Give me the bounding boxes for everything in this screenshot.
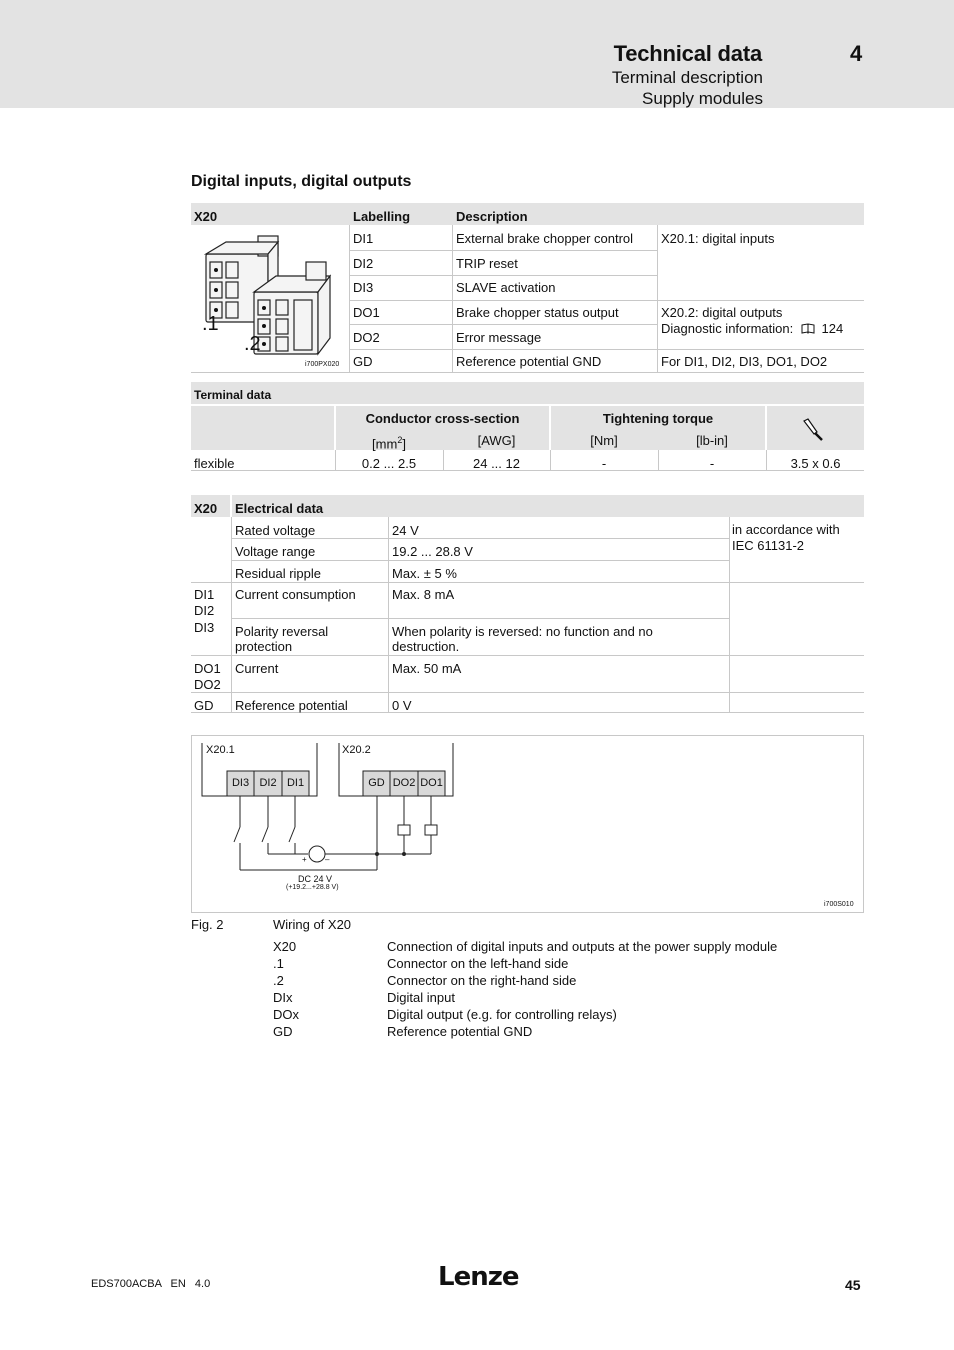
voltage-range-label: Voltage range (235, 544, 316, 559)
legend-key: DIx (273, 990, 293, 1005)
electrical-title: Electrical data (235, 501, 324, 516)
header-band (0, 0, 954, 108)
chapter-number: 4 (850, 41, 863, 66)
torque-header: Tightening torque (602, 411, 714, 426)
note-outputs-2 (658, 318, 846, 339)
terminal-di3: DI3 (231, 777, 250, 789)
unit-nm: [Nm] (590, 433, 618, 448)
row-divider (191, 372, 864, 373)
standard-line-1: in accordance with (732, 522, 840, 537)
labelling-cell: DI3 (353, 280, 374, 295)
terminal-do1: DO1 (420, 777, 443, 789)
do2-label: DO2 (194, 677, 221, 692)
connector-label-1: .1 (202, 313, 219, 335)
di3-label: DI3 (194, 620, 215, 635)
current-label: Current (235, 661, 279, 676)
book-icon (801, 323, 815, 334)
source-plus: + (302, 855, 307, 864)
awg-value: 24 ... 12 (473, 456, 520, 471)
legend-text: Digital input (387, 990, 455, 1005)
legend-text: Connector on the right-hand side (387, 973, 577, 988)
reference-label: Reference potential (235, 698, 348, 713)
electrical-x20-header: X20 (194, 501, 218, 516)
lenze-logo: Lenze (438, 1262, 519, 1292)
terminal-gd: GD (368, 777, 385, 789)
lbin-value: - (709, 456, 715, 471)
page-title: Technical data (613, 41, 762, 66)
note-inputs: X20.1: digital inputs (661, 231, 775, 246)
connector-label-2: .2 (244, 333, 261, 355)
rated-voltage-value: 24 V (392, 523, 419, 538)
legend-text: Connection of digital inputs and outputs at the power supply module (387, 939, 778, 954)
screwdriver-icon (801, 418, 825, 442)
legend-key: DOx (273, 1007, 299, 1022)
legend-text: Connector on the left-hand side (387, 956, 569, 971)
page-subtitle-1: Terminal description (611, 68, 763, 87)
note-outputs-page: 124 (821, 321, 844, 336)
row-divider (350, 250, 658, 251)
row-divider (350, 300, 864, 301)
note-outputs-1: X20.2: digital outputs (661, 305, 783, 320)
labelling-cell: DI2 (353, 256, 374, 271)
current-consumption-label: Current consumption (235, 587, 356, 602)
legend-key: X20 (273, 939, 297, 954)
screwdriver-value: 3.5 x 0.6 (790, 456, 841, 471)
document-id: EDS700ACBA EN 4.0 (91, 1278, 211, 1290)
section-heading: Digital inputs, digital outputs (191, 173, 412, 190)
connector-photo (196, 230, 346, 372)
do1-label: DO1 (194, 661, 221, 676)
x20-col-header: X20 (194, 209, 218, 224)
polarity-label-1: Polarity reversal (235, 624, 329, 639)
di2-label: DI2 (194, 603, 215, 618)
terminal-data-title: Terminal data (194, 388, 272, 402)
row-divider (350, 275, 658, 276)
photo-code: i700PX020 (305, 361, 340, 368)
di1-label: DI1 (194, 587, 215, 602)
polarity-label-2: protection (235, 639, 293, 654)
description-cell: SLAVE activation (456, 280, 556, 295)
description-cell: External brake chopper control (456, 231, 634, 246)
flexible-label: flexible (194, 456, 235, 471)
source-range: (+19.2...+28.8 V) (286, 884, 339, 891)
rated-voltage-label: Rated voltage (235, 523, 316, 538)
voltage-range-value: 19.2 ... 28.8 V (392, 544, 473, 559)
row-divider (232, 618, 729, 619)
ripple-label: Residual ripple (235, 566, 321, 581)
current-value: Max. 50 mA (392, 661, 462, 676)
x202-label: X20.2 (342, 744, 371, 756)
terminal-blank-header (191, 406, 334, 450)
legend-text: Reference potential GND (387, 1024, 533, 1039)
page-number: 45 (845, 1277, 861, 1293)
mm2-value: 0.2 ... 2.5 (361, 456, 417, 471)
row-divider (350, 349, 864, 350)
labelling-cell: DO2 (353, 330, 380, 345)
standard-line-2: IEC 61131-2 (732, 538, 805, 553)
electrical-title-band (232, 495, 864, 517)
source-minus: – (325, 855, 330, 864)
terminal-di1: DI1 (286, 777, 305, 789)
source-voltage: DC 24 V (298, 874, 333, 884)
description-cell: Brake chopper status output (456, 305, 619, 320)
legend-key: GD (273, 1024, 293, 1039)
terminal-do2: DO2 (392, 777, 416, 789)
gd-label: GD (194, 698, 214, 713)
labelling-col-header: Labelling (353, 209, 411, 224)
row-divider (350, 324, 658, 325)
unit-lbin: [lb-in] (696, 433, 728, 448)
page-subtitle-2: Supply modules (642, 89, 763, 108)
nm-value: - (601, 456, 607, 471)
legend-key: .1 (273, 956, 284, 971)
wiring-code: i700S010 (824, 901, 854, 908)
labelling-cell: GD (353, 354, 373, 369)
labelling-cell: DO1 (353, 305, 380, 320)
row-divider (191, 692, 864, 693)
unit-awg: [AWG] (477, 433, 516, 448)
description-cell: TRIP reset (456, 256, 518, 271)
reference-value: 0 V (392, 698, 412, 713)
ripple-value: Max. ± 5 % (392, 566, 457, 581)
description-cell: Error message (456, 330, 542, 345)
conductor-header: Conductor cross-section (365, 411, 520, 426)
labelling-cell: DI1 (353, 231, 374, 246)
legend-text: Digital output (e.g. for controlling relays) (387, 1007, 617, 1022)
unit-mm2: $[mm^2]$ (372, 435, 406, 452)
x201-label: X20.1 (206, 744, 235, 756)
description-col-header: Description (456, 209, 528, 224)
figure-number: Fig. 2 (191, 917, 224, 932)
terminal-di2: DI2 (259, 777, 277, 789)
description-cell: Reference potential GND (456, 354, 602, 369)
terminal-data-header-band (191, 382, 864, 404)
legend-key: .2 (273, 973, 284, 988)
polarity-value-2: destruction. (392, 639, 460, 654)
figure-caption: Wiring of X20 (273, 917, 352, 932)
polarity-value-1: When polarity is reversed: no function and no (392, 624, 653, 639)
note-gd: For DI1, DI2, DI3, DO1, DO2 (661, 354, 828, 369)
current-consumption-value: Max. 8 mA (392, 587, 455, 602)
note-outputs-text: Diagnostic information: (661, 321, 794, 336)
